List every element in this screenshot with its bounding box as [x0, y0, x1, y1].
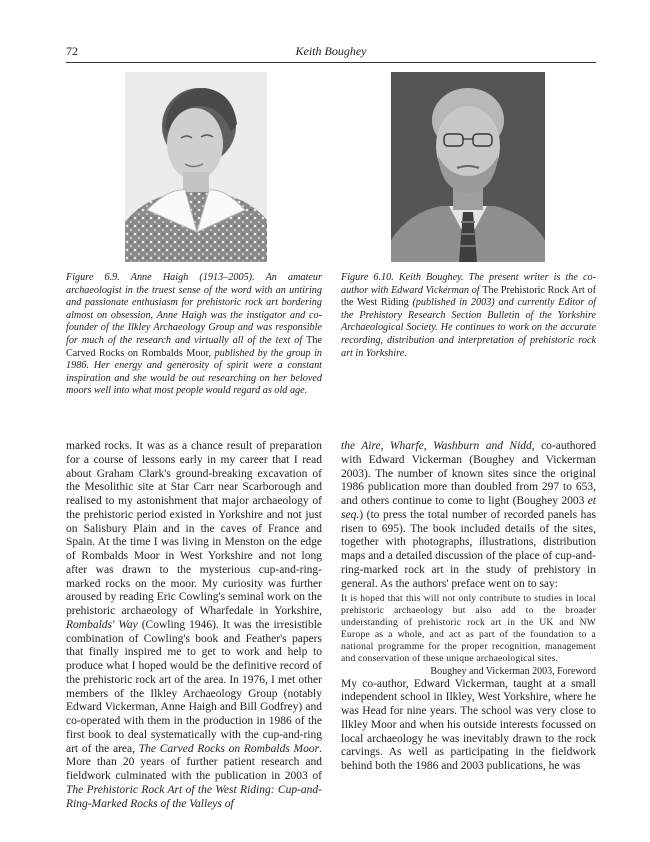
right-body-column	[341, 440, 596, 774]
body-text: marked rocks. It was as a chance result of preparation for a course of lessons early in my career that I read about Graham Clark's ground-breaking excavation of the Mesolithic site at Star Carr near Scarborough and realised to my astonishment that major archaeology of the prehistoric period existed in Yorkshire and not just on Salisbury Plain and in the caves of France and Spain. At the time I was living in Menston on the edge of Rombalds Moor in West Yorkshire and not long after was drawn to the mysterious cup-and-ring-marked rocks on the moor. My curiosity was further aroused by reading Eric Cowling's seminal work on the prehistoric archaeology of Wharfedale in Yorkshire,	[66, 440, 322, 617]
body-text: , co-authored with Edward Vickerman (Boughey and Vickerman 2003). The number of known sites since the original 1986 publication more than doubled from 297 to 653, and others continue to come to light (Boughey 2003	[341, 440, 596, 507]
body-text: . More than 20 years of further patient research and fieldwork culminated with the publication in 2003 of	[66, 742, 322, 782]
body-text: ) (to press the total number of recorded panels has risen to 695). The book included details of the sites, together with photographs, illustrations, distribution maps and a detailed discussion of the place of cup-and-ring-marked rock art in the study of prehistory in general. As the authors' preface went on to say:	[341, 508, 596, 590]
running-head-author: Keith Boughey	[295, 44, 367, 58]
book-title-rombalds-way: Rombalds' Way	[66, 618, 138, 631]
body-text: (Cowling 1946). It was the irresistible combination of Cowling's book and Feather's papers that finally inspired me to get to work and help to produce what I hoped would be the definitive record of the prehistoric rock art of the area. In 1976, I met other members of the Ilkley Archaeology Group (notably Edward Vickerman, Anne Haigh and Bill Godfrey) and co-operated with them in the production in 1986 of the first book to deal systematically with the cup-and-ring art of the area,	[66, 618, 323, 755]
page-number: 72	[66, 44, 78, 58]
left-body-column	[66, 440, 322, 811]
photo-keith-boughey	[391, 72, 545, 262]
photo-anne-haigh	[125, 72, 267, 262]
paragraph: My co-author, Edward Vickerman, taught at a small independent school in Ilkley, West Yorkshire, where he was Head for nine years. The school was very close to Ilkley Moor and when his outside interests focussed on local archaeology he was inevitably drawn to the rock carvings. As well as participating in the fieldwork behind both the 1986 and 2003 publications, he was	[341, 677, 596, 773]
figure-6-9-caption-text-end: published by the group in 1986. Her energy and generosity of spirit were a constant inspiration and she would be out researching on her beloved moors well into what most people would regard as old age.	[66, 347, 323, 397]
running-header	[66, 44, 596, 63]
paragraph	[66, 440, 322, 811]
figure-6-10-caption-text-end: (published in 2003) and currently Editor of the Prehistory Research Section Bulletin of the Yorkshire Archaeological Society. He continues to work on the accurate recording, distribution and interpretation of prehistoric rock art in Yorkshire.	[341, 297, 596, 359]
figure-6-9-caption	[66, 272, 322, 398]
figure-6-10-book-title: The Prehistoric Rock Art of the West Riding	[341, 284, 596, 309]
block-quote: It is hoped that this will not only contribute to studies in local prehistoric archaeology but also add to the broader understanding of prehistoric rock art in the UK and NW Europe as a whole, and act as part of the foundation to a national programme for the proper recognition, management and conservation of these unique archaeological sites.	[341, 593, 596, 664]
quote-attribution: Boughey and Vickerman 2003, Foreword	[430, 665, 596, 677]
paragraph	[341, 440, 596, 591]
figure-6-10-caption	[341, 272, 596, 360]
figure-6-10-caption-text: Figure 6.10. Keith Boughey. The present writer is the co-author with Edward Vickerman of	[341, 272, 596, 296]
book-title-prehistoric-rock-art: The Prehistoric Rock Art of the West Riding: Cup-and-Ring-Marked Rocks of the Valleys of	[66, 783, 322, 810]
et-seq: et seq.	[341, 495, 596, 521]
book-title-carved-rocks: The Carved Rocks on Rombalds Moor	[138, 742, 320, 755]
figure-6-9-book-title: The Carved Rocks on Rombalds Moor,	[66, 334, 322, 359]
book-title-continued: the Aire, Wharfe, Washburn and Nidd	[341, 440, 532, 452]
figure-6-9-caption-text: Figure 6.9. Anne Haigh (1913–2005). An amateur archaeologist in the truest sense of the word with an untiring and passionate enthusiasm for prehistoric rock art bordering almost on obsession, Anne Haigh was the instigator and co-founder of the Ilkley Archaeology Group and was responsible for much of the research and virtually all of the text of	[66, 272, 322, 346]
